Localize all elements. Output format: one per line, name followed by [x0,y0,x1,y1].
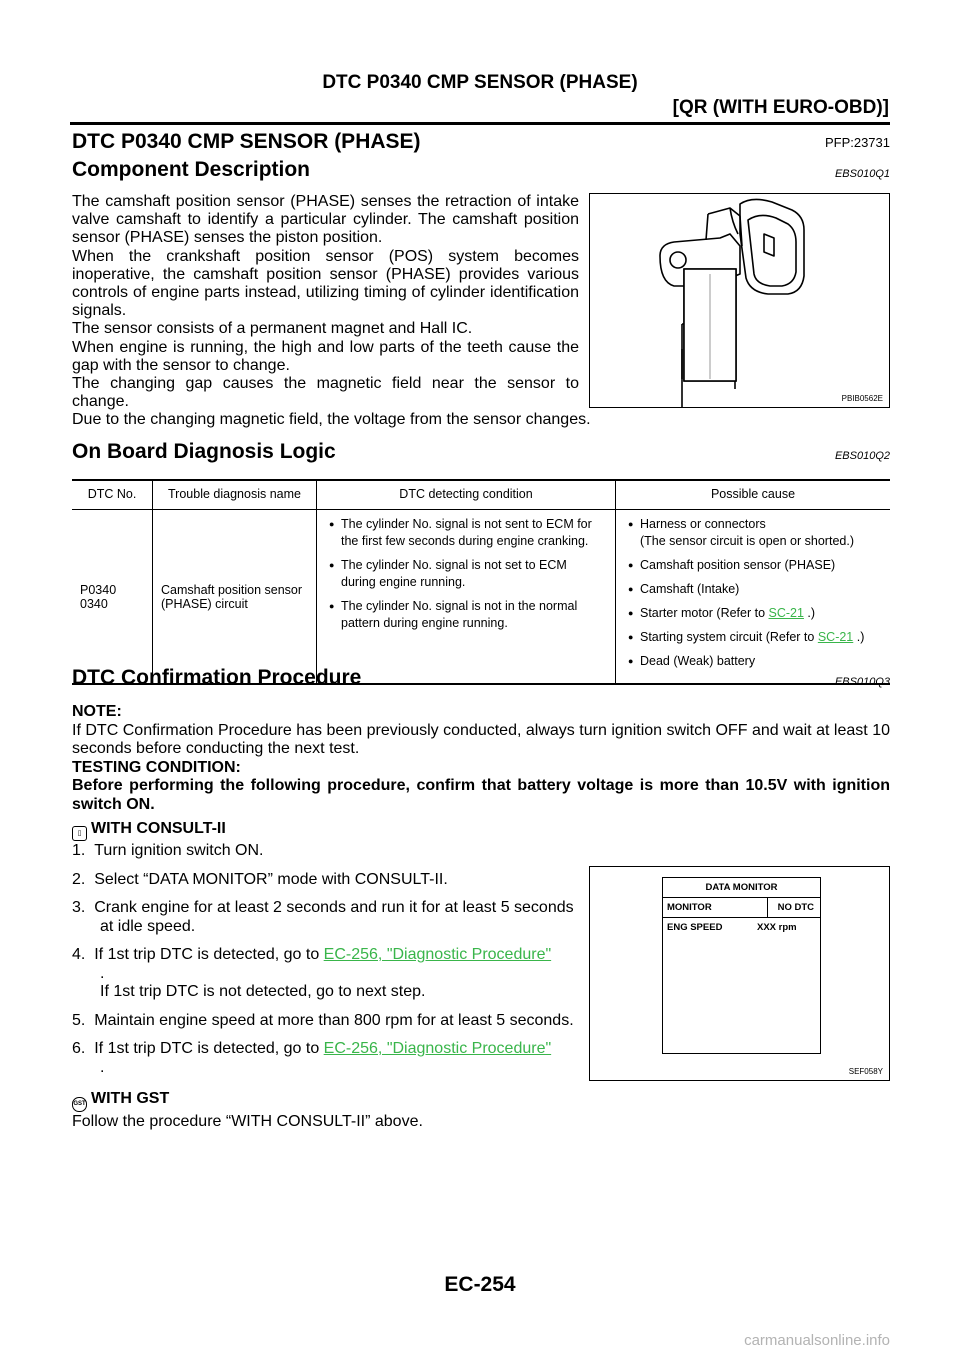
table-row [72,510,890,685]
paragraph: The sensor consists of a permanent magnet and Hall IC. [72,320,473,338]
list-item [630,629,886,646]
testing-condition-label: TESTING CONDITION: [72,758,241,776]
dtc-table [72,479,890,685]
camshaft-sensor-illustration [590,194,889,407]
column-header: Trouble diagnosis name [153,480,317,510]
note-label: NOTE: [72,703,122,720]
monitor-value: XXX rpm [757,922,797,933]
pfp-code: PFP:23731 [824,135,890,150]
step-item [72,1040,586,1077]
step-item: 1. Turn ignition switch ON. [72,842,264,859]
component-description-text [72,193,591,430]
heading-text: WITH GST [91,1090,170,1107]
diagnostic-procedure-link[interactable]: EC-256, "Diagnostic Procedure" [323,946,552,963]
step-text: 6. If 1st trip DTC is detected, go to [72,1040,324,1057]
section-title: DTC P0340 CMP SENSOR (PHASE) [72,130,421,153]
data-monitor-header-row [663,898,820,918]
column-header: Possible cause [616,480,891,510]
obd-logic-heading: On Board Diagnosis Logic [72,440,336,463]
note-text: If DTC Confirmation Procedure has been previously conducted, always turn ignition switch OFF and wait at least 10 seconds before conducting the next test. [72,721,890,757]
running-header-subtitle: [QR (WITH EURO-OBD)] [672,97,889,118]
paragraph: When engine is running, the high and low parts of the teeth cause the gap with the sensor to change. [72,338,579,374]
component-description-code: EBS010Q1 [834,168,890,180]
data-monitor-title: DATA MONITOR [663,878,820,898]
step-item: 2. Select “DATA MONITOR” mode with CONSULT-II. [72,870,448,888]
data-monitor-row [663,918,820,938]
step-text: 4. If 1st trip DTC is detected, go to [72,946,324,963]
paragraph: When the crankshaft position sensor (POS) system becomes inoperative, the camshaft position sensor (PHASE) provides various controls of engine parts instead, utilizing timing of cylinder identification signals. [72,247,579,320]
detecting-condition-cell [317,510,616,685]
no-dtc-label: NO DTC [777,902,814,913]
data-monitor-figure [589,866,890,1081]
possible-cause-cell [616,510,891,685]
diagnosis-name-cell: Camshaft position sensor (PHASE) circuit [153,510,317,685]
note-block [72,703,890,814]
cause-text: Starting system circuit (Refer to [640,630,818,644]
cause-text: .) [853,630,865,644]
list-item: ● Camshaft (Intake) [630,581,886,598]
list-item [630,516,886,550]
page-number: EC-254 [444,1273,516,1296]
data-monitor-panel [662,877,821,1054]
paragraph: Due to the changing magnetic field, the voltage from the sensor changes. [72,411,591,429]
dtc-number-cell [72,510,153,685]
dtc-code: 0340 [80,596,108,611]
column-header: DTC detecting condition [317,480,616,510]
testing-condition-text: Before performing the following procedure, confirm that battery voltage is more than 10.5V with ignition switch ON. [72,777,890,813]
step-text: If 1st trip DTC is not detected, go to next step. [100,983,426,1000]
figure-code: SEF058Y [848,1067,883,1076]
gst-text: Follow the procedure “WITH CONSULT-II” above. [72,1113,423,1130]
dtc-confirmation-code: EBS010Q3 [834,676,890,688]
diagnostic-procedure-link[interactable]: EC-256, "Diagnostic Procedure" [323,1040,552,1057]
list-item: ● The cylinder No. signal is not in the normal pattern during engine running. [331,598,596,632]
list-item: ● The cylinder No. signal is not sent to ECM for the first few seconds during engine cranking. [331,516,596,550]
consult-icon: ▯ [72,826,87,841]
figure-code: PBIB0562E [841,394,883,403]
running-header-title: DTC P0340 CMP SENSOR (PHASE) [322,72,638,93]
monitor-column-label: MONITOR [667,902,712,913]
step-text: . [100,1058,105,1076]
cause-text: Starter motor (Refer to [640,606,769,620]
cause-text: .) [803,606,816,620]
watermark: carmanualsonline.info [744,1332,890,1349]
with-gst-heading [72,1090,169,1112]
column-divider [767,898,768,917]
header-rule [70,122,890,125]
step-text: . [100,964,105,982]
with-consult-heading [72,820,226,841]
column-header: DTC No. [72,480,153,510]
heading-text: WITH CONSULT-II [91,820,226,837]
step-item: 5. Maintain engine speed at more than 800 rpm for at least 5 seconds. [72,1011,574,1029]
dtc-confirmation-heading: DTC Confirmation Procedure [72,666,362,689]
list-item: ● Camshaft position sensor (PHASE) [630,557,886,574]
sensor-figure [589,193,890,408]
paragraph: The camshaft position sensor (PHASE) senses the retraction of intake valve camshaft to identify a particular cylinder. The camshaft position sensor (PHASE) senses the piston position. [72,193,579,247]
step-item: 3. Crank engine for at least 2 seconds and run it for at least 5 seconds at idle speed. [72,899,574,935]
cause-text: (The sensor circuit is open or shorted.) [640,534,854,548]
list-item: ● The cylinder No. signal is not set to ECM during engine running. [331,557,596,591]
cause-text: Harness or connectors [640,517,766,531]
sc-21-link[interactable]: SC-21 [768,606,804,620]
monitor-item: ENG SPEED [667,922,723,933]
component-description-heading: Component Description [72,158,311,181]
list-item: ● Dead (Weak) battery [630,653,886,670]
sc-21-link[interactable]: SC-21 [817,630,854,644]
table-header-row [72,480,890,510]
gst-icon: GST [72,1097,87,1112]
consult-steps [72,842,586,1087]
dtc-code: P0340 [80,582,117,597]
paragraph: The changing gap causes the magnetic field near the sensor to change. [72,375,579,411]
step-item [72,946,586,1002]
obd-logic-code: EBS010Q2 [834,450,890,462]
list-item [630,605,886,622]
